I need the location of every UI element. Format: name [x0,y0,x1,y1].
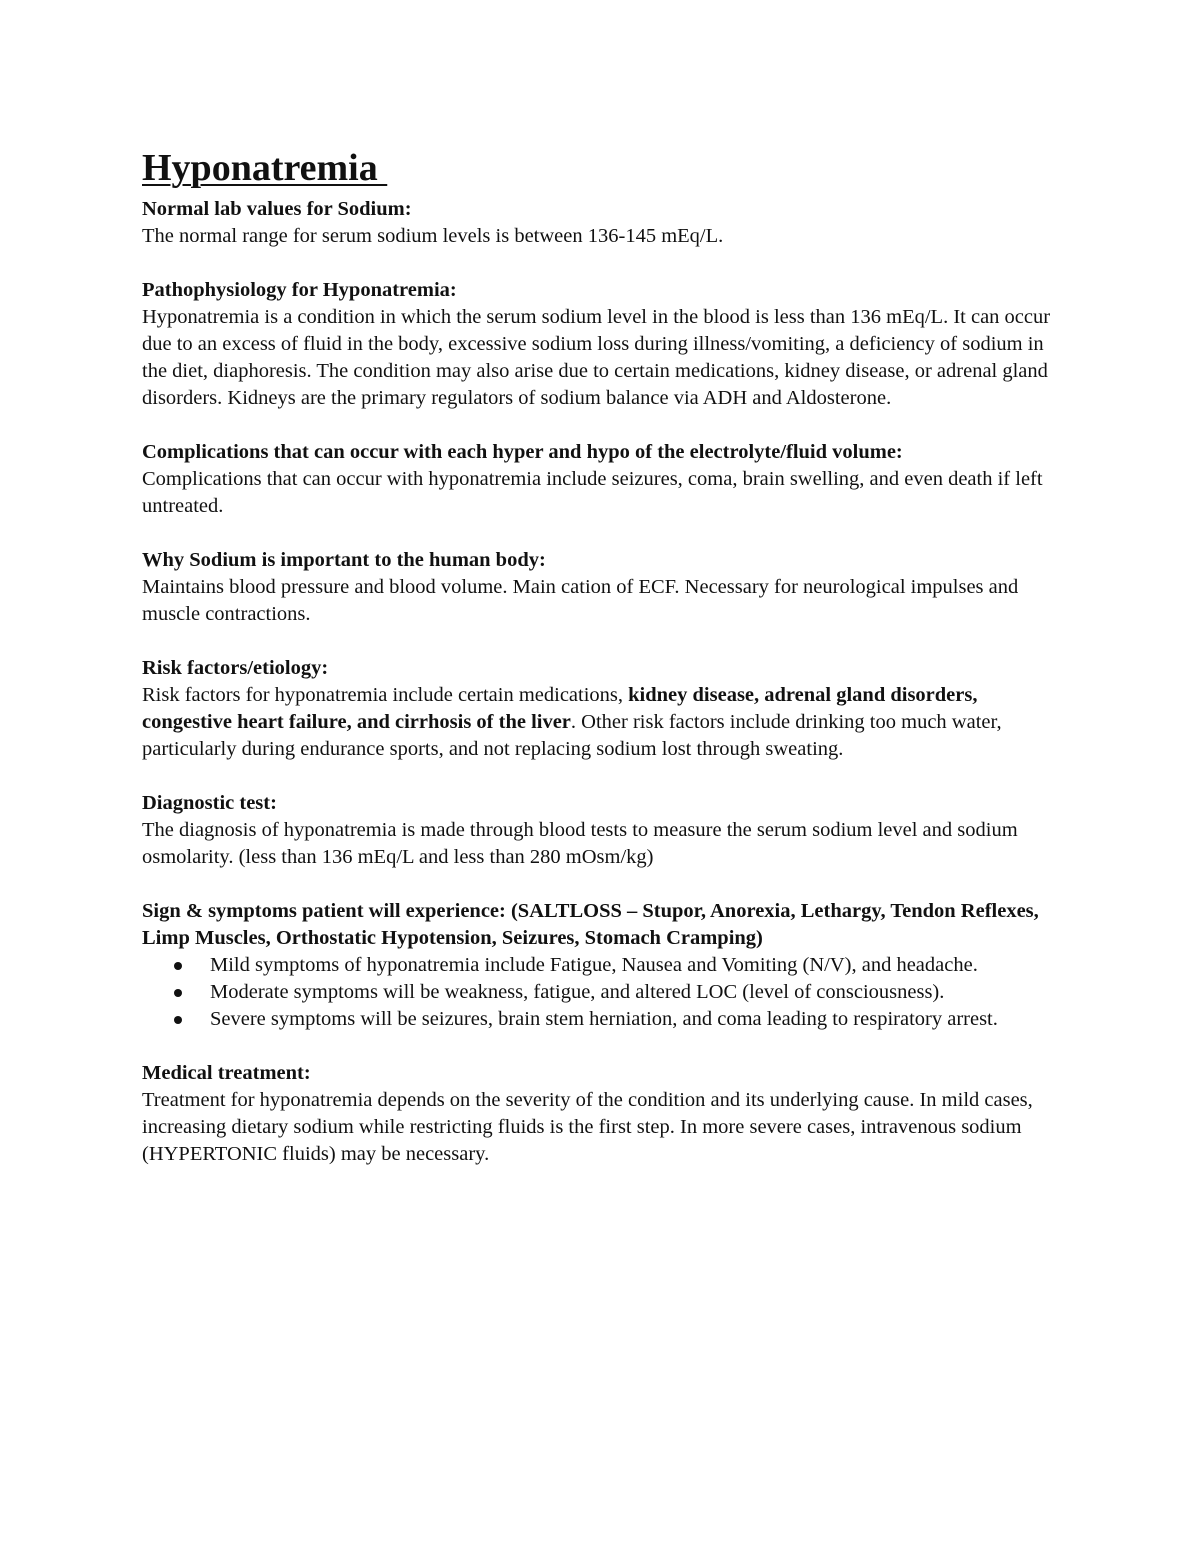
section-body: Hyponatremia is a condition in which the serum sodium level in the blood is less than 136 mEq/L. It can occur due to an excess of fluid in the body, excessive sodium loss during illness/vomiting, a deficiency of sodium in the diet, diaphoresis. The condition may also arise due to certain medications, kidney disease, or adrenal gland disorders. Kidneys are the primary regulators of sodium balance via ADH and Aldosterone. [142,306,1051,409]
section-heading: Normal lab values for Sodium: [142,198,412,220]
section-complications [142,439,1062,520]
section-heading: Sign & symptoms patient will experience: (SALTLOSS – Stupor, Anorexia, Lethargy, Tendon Reflexes, Limp Muscles, Orthostatic Hypotension, Seizures, Stomach Cramping) [142,900,1039,949]
section-body: Treatment for hyponatremia depends on the severity of the condition and its underlying cause. In mild cases, increasing dietary sodium while restricting fluids is the first step. In more severe cases, intravenous sodium (HYPERTONIC fluids) may be necessary. [142,1089,1033,1165]
section-pathophysiology [142,277,1062,412]
section-body: Maintains blood pressure and blood volume. Main cation of ECF. Necessary for neurological impulses and muscle contractions. [142,576,1019,625]
list-item: Severe symptoms will be seizures, brain stem herniation, and coma leading to respiratory arrest. [210,1006,1062,1033]
risk-body-bold: kidney disease, adrenal gland disorders, congestive heart failure, and cirrhosis of the liver [142,684,978,733]
risk-body-start: Risk factors for hyponatremia include certain medications, [142,684,629,706]
section-heading: Risk factors/etiology: [142,657,329,679]
section-heading: Complications that can occur with each hyper and hypo of the electrolyte/fluid volume: [142,441,903,463]
section-heading: Medical treatment: [142,1062,311,1084]
section-symptoms [142,898,1062,1033]
section-body [142,682,1062,763]
symptoms-list [142,952,1062,1033]
section-normal-lab [142,196,1062,250]
document-title: Hyponatremia [142,147,388,189]
section-body: The normal range for serum sodium levels is between 136-145 mEq/L. [142,225,724,247]
section-importance [142,547,1062,628]
section-heading: Diagnostic test: [142,792,277,814]
risk-body-end: . Other risk factors include drinking too much water, particularly during endurance sports, and not replacing sodium lost through sweating. [142,711,1002,760]
section-body: Complications that can occur with hyponatremia include seizures, coma, brain swelling, and even death if left untreated. [142,468,1043,517]
section-risk-factors [142,655,1062,763]
list-item: Mild symptoms of hyponatremia include Fatigue, Nausea and Vomiting (N/V), and headache. [210,952,1062,979]
section-diagnostic [142,790,1062,871]
document-page [142,140,1062,1195]
section-treatment [142,1060,1062,1168]
section-heading: Why Sodium is important to the human body: [142,549,546,571]
list-item: Moderate symptoms will be weakness, fatigue, and altered LOC (level of consciousness). [210,979,1062,1006]
section-heading: Pathophysiology for Hyponatremia: [142,279,457,301]
section-body: The diagnosis of hyponatremia is made through blood tests to measure the serum sodium level and sodium osmolarity. (less than 136 mEq/L and less than 280 mOsm/kg) [142,819,1018,868]
